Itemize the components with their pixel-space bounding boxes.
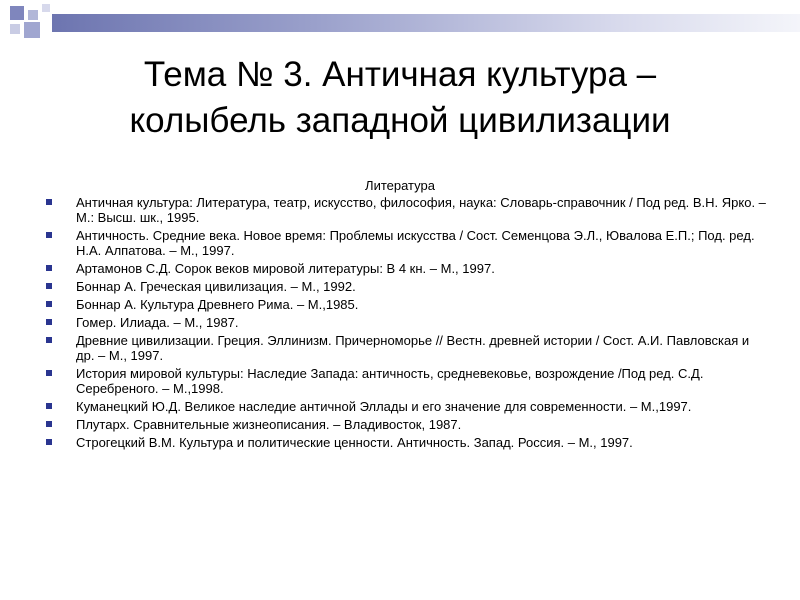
reference-text: Плутарх. Сравнительные жизнеописания. – Владивосток, 1987.: [76, 417, 462, 432]
square-bullet-icon: [46, 421, 52, 427]
square-bullet-icon: [46, 337, 52, 343]
reference-text: Гомер. Илиада. – М., 1987.: [76, 315, 239, 330]
reference-text: Строгецкий В.М. Культура и политические ценности. Античность. Запад. Россия. – М., 1997.: [76, 435, 633, 450]
literature-heading: Литература: [365, 178, 435, 193]
reference-list: [44, 195, 766, 453]
decorative-top-band: [52, 14, 800, 32]
reference-item: [44, 315, 766, 330]
square-bullet-icon: [46, 403, 52, 409]
reference-item: [44, 228, 766, 258]
reference-text: Куманецкий Ю.Д. Великое наследие античной Эллады и его значение для современности. – М.,1997.: [76, 399, 692, 414]
square-bullet-icon: [46, 199, 52, 205]
reference-text: Артамонов С.Д. Сорок веков мировой литературы: В 4 кн. – М., 1997.: [76, 261, 495, 276]
reference-text: Античная культура: Литература, театр, искусство, философия, наука: Словарь-справочник / Под ред. В.Н. Ярко. – М.: Высш. шк., 1995.: [76, 195, 766, 225]
reference-item: [44, 435, 766, 450]
slide-title-line-2: колыбель западной цивилизации: [129, 101, 671, 140]
square-bullet-icon: [46, 319, 52, 325]
decorative-square: [42, 4, 50, 12]
square-bullet-icon: [46, 232, 52, 238]
square-bullet-icon: [46, 439, 52, 445]
reference-item: [44, 366, 766, 396]
reference-item: [44, 399, 766, 414]
square-bullet-icon: [46, 370, 52, 376]
reference-text: Боннар А. Культура Древнего Рима. – М.,1985.: [76, 297, 359, 312]
square-bullet-icon: [46, 265, 52, 271]
slide-title-line-1: Тема № 3. Античная культура –: [143, 55, 657, 94]
decorative-square: [10, 24, 20, 34]
reference-item: [44, 333, 766, 363]
reference-text: Античность. Средние века. Новое время: Проблемы искусства / Сост. Семенцова Э.Л., Ювалова Е.П.; Под. ред. Н.А. Алпатова. – М., 1997.: [76, 228, 755, 258]
square-bullet-icon: [46, 283, 52, 289]
reference-item: [44, 417, 766, 432]
decorative-square: [24, 22, 40, 38]
reference-text: История мировой культуры: Наследие Запада: античность, средневековье, возрождение /Под ред. С.Д. Серебреного. – М.,1998.: [76, 366, 704, 396]
reference-item: [44, 261, 766, 276]
reference-item: [44, 297, 766, 312]
reference-text: Боннар А. Греческая цивилизация. – М., 1992.: [76, 279, 356, 294]
reference-item: [44, 279, 766, 294]
slide-title: [0, 52, 800, 144]
reference-text: Древние цивилизации. Греция. Эллинизм. Причерноморье // Вестн. древней истории / Сост. А.И. Павловская и др. – М., 1997.: [76, 333, 750, 363]
decorative-square: [28, 10, 38, 20]
square-bullet-icon: [46, 301, 52, 307]
decorative-square: [10, 6, 24, 20]
reference-item: [44, 195, 766, 225]
